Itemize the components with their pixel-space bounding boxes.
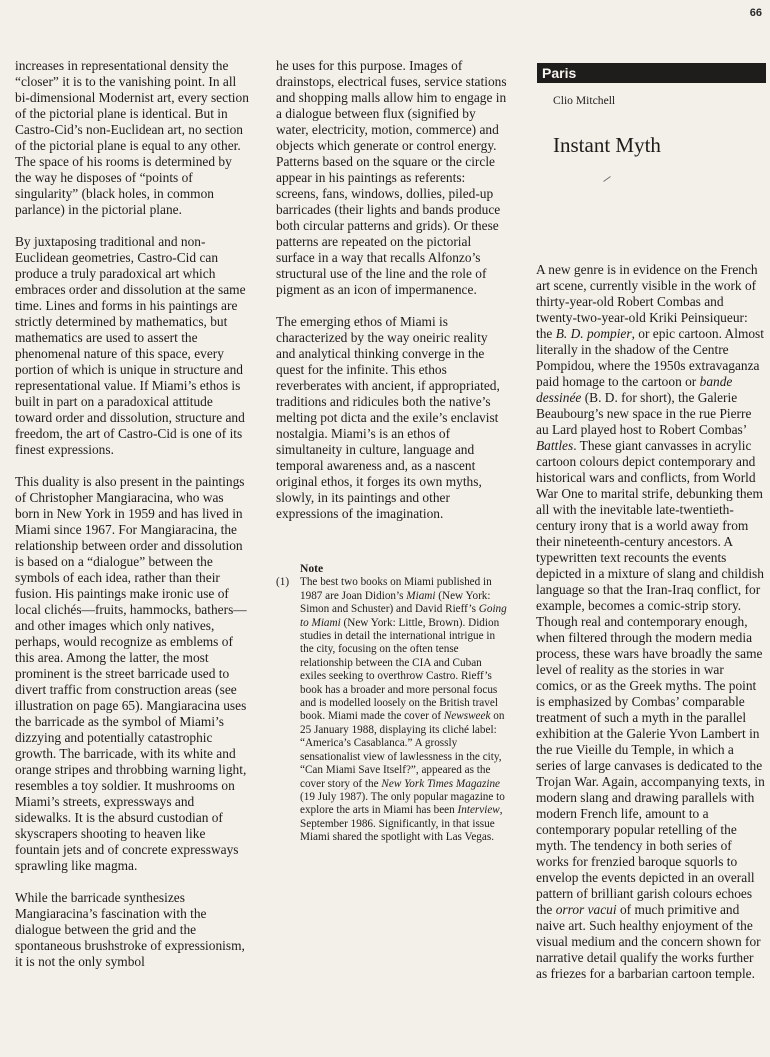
italic-title-run: bande dessinée	[536, 374, 733, 405]
body-paragraph	[15, 474, 251, 874]
body-paragraph	[276, 58, 509, 298]
text-run: on 25 January 1988, displaying its cliché label: “America’s Casablanca.” A grossly sensationalist view of lawlessness in the city, “Can Miami Save Itself?”, appeared as the cover story of the	[300, 710, 505, 790]
article-column-right	[536, 262, 765, 998]
body-paragraph	[536, 262, 765, 982]
body-paragraph	[15, 234, 251, 458]
article-title: Instant Myth	[553, 133, 661, 157]
italic-title-run: Newsweek	[443, 710, 491, 723]
italic-title-run: B. D. pompier	[555, 326, 632, 341]
italic-title-run: Miami	[406, 589, 436, 602]
text-run: The emerging ethos of Miami is characterized by the way oneiric reality and analytical thinking converge in the quest for the infinite. This ethos reverberates with ancient, if appropriated, traditions and ridicules both the native’s melting pot dicta and the exile’s enclavist nostalgia. Miami’s is an ethos of simultaneity in culture, language and temporal awareness and, as a nascent original ethos, it forges its own myths, slowly, in its paintings and other expressions of the imagination.	[276, 314, 500, 521]
footnote	[276, 562, 510, 845]
body-paragraph	[15, 890, 251, 970]
text-run: , September 1986. Significantly, in that issue Miami shared the spotlight with Las Vegas.	[300, 804, 503, 844]
section-city-banner: Paris	[537, 63, 766, 83]
text-run: he uses for this purpose. Images of drainstops, electrical fuses, service stations and shopping malls allow him to engage in a dialogue between flux (signified by water, electricity, motion, commerce) and objects which generate or control energy. Patterns based on the square or the circle appear in his paintings as referents: screens, fans, windows, dollies, piled-up barricades (their lights and bands produce both circular patterns and grids). Or these patterns are repeated on the pictorial surface in a way that recalls Alfonzo’s structural use of the line and the role of pigment as an icon of impermanence.	[276, 58, 507, 297]
text-run: This duality is also present in the paintings of Christopher Mangiaracina, who was born in New York in 1959 and has lived in Miami since 1967. For Mangiaracina, the relationship between order and dissolution is based on a “dialogue” between the symbols of each idea, rather than their fusion. His paintings make ironic use of local clichés—fruits, hammocks, bathers—and other images which only natives, perhaps, would recognize as emblems of this area. Among the latter, the most prominent is the street barricade used to divert traffic from construction areas (see illustration on page 65). Mangiaracina uses the barricade as the symbol of Miami’s dizzying and potentially catastrophic growth. The barricade, with its white and orange stripes and throbbing warning light, resembles a toy soldier. It mushrooms on Miami’s streets, expressways and sidewalks. It is the absurd custodian of skyscrapers shooting to heaven like fountain jets and of concrete expressways sprawling like magma.	[15, 474, 247, 873]
author-byline: Clio Mitchell	[553, 94, 616, 107]
text-run: (New York: Little, Brown). Didion studies in detail the international intrigue in the city, focusing on the often tense relationship between the CIA and Cuban exiles seeking to overthrow Castro. Rieff’s book has a broader and more personal focus and is modelled loosely on the British travel book. Miami made the cover of	[300, 616, 500, 723]
article-column-middle	[276, 58, 509, 538]
article-column-left	[15, 58, 251, 986]
page-number: 66	[749, 7, 762, 19]
italic-title-run: orror vacui	[555, 902, 617, 917]
text-run: (B. D. for short), the Galerie Beaubourg’s new space in the rue Pierre au Lard played host to Robert Combas’	[536, 390, 752, 437]
text-run: . These giant canvasses in acrylic cartoon colours depict contemporary and historical wars and conflicts, from World War One to marital strife, debunking them all with the inevitable late-twentieth-century irony that is a world away from their nineteenth-century ancestors. A typewritten text recounts the events depicted in a mixture of slang and childish language so that the Iran-Iraq conflict, for example, becomes a comic-strip story. Though real and contemporary enough, when filtered through the modern media process, these wars have broadly the same level of reality as the stories in war comics, or as the Greek myths. The point is emphasized by Combas’ comparable treatment of such a myth in the parallel exhibition at the Galerie Yvon Lambert in the rue Vieille du Temple, in which a series of large canvases is dedicated to the Trojan War. Again, accompanying texts, in modern slang and drawing parallels with modern French life, amount to a contemporary popular retelling of the myth. The tendency in both series of works for frenzied baroque squorls to envelop the events depicted in an overall pattern of brilliant garish colours echoes the	[536, 438, 765, 917]
text-run: (19 July 1987). The only popular magazine to explore the arts in Miami has been	[300, 790, 505, 817]
text-run: increases in representational density the “closer” it is to the vanishing point. In all bi-dimensional Modernist art, every section of the pictorial plane is identical. But in Castro-Cid’s non-Euclidean art, no section of the pictorial plane is equal to any other. The space of his rooms is determined by the way he disposes of “points of singularity” (black holes, in common parlance) in the pictorial plane.	[15, 58, 249, 217]
italic-title-run: Going to Miami	[300, 603, 507, 629]
body-paragraph	[276, 314, 509, 522]
italic-title-run: Battles	[536, 438, 574, 453]
footnote-text	[300, 576, 510, 844]
text-run: While the barricade synthesizes Mangiaracina’s fascination with the dialogue between the grid and the spontaneous brushstroke of expressionism, it is not the only symbol	[15, 890, 245, 969]
text-run: (New York: Simon and Schuster) and David Rieff’s	[300, 589, 491, 616]
text-run: , or epic cartoon. Almost literally in the shadow of the Centre Pompidou, where the 1950s extravaganza paid homage to the cartoon or	[536, 326, 764, 389]
text-run: of much primitive and naive art. Such healthy enjoyment of the visual medium and the concern shown for narrative detail qualify the works further as friezes for a barbarian cartoon temple.	[536, 902, 761, 981]
italic-title-run: New York Times Magazine	[381, 777, 501, 790]
footnote-number: (1)	[276, 576, 290, 589]
italic-title-run: Interview	[457, 804, 500, 817]
text-run: A new genre is in evidence on the French art scene, currently visible in the work of thirty-year-old Robert Combas and twenty-two-year-old Kriki Peinsiqueur: the	[536, 262, 758, 341]
body-paragraph	[15, 58, 251, 218]
text-run: The best two books on Miami published in 1987 are Joan Didion’s	[300, 576, 492, 602]
stray-pen-mark	[603, 176, 611, 182]
text-run: By juxtaposing traditional and non-Euclidean geometries, Castro-Cid can produce a truly paradoxical art which embraces order and dissolution at the same time. Lines and forms in his paintings are strictly determined by mathematics, but mathematics are used to assert the phenomenal nature of this space, every portion of which is unique in structure and representational value. If Miami’s ethos is built in part on a paradoxical attitude toward order and dissolution, structure and freedom, the art of Castro-Cid is one of its finest expressions.	[15, 234, 246, 457]
footnote-heading: Note	[300, 562, 324, 575]
